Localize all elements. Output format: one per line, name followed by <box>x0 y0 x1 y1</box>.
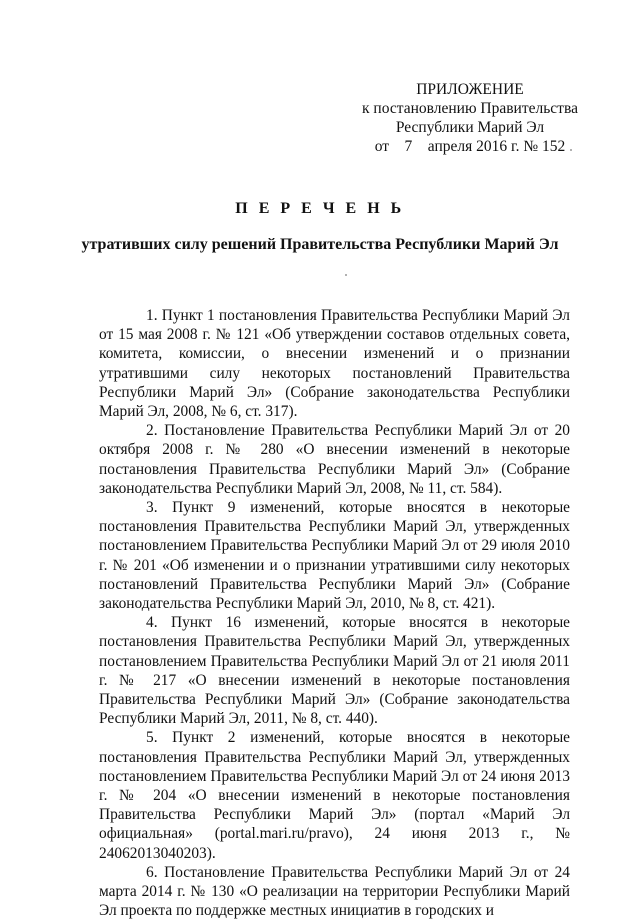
list-item: 3. Пункт 9 изменений, которые вносятся в некоторые постановления Правительства Республики Марий Эл, утвержденных постановлением Правительства Республики Марий Эл от 29 июля 2010 г. № 201 «Об изменении и о признании утратившими силу некоторых постановлений Правительства Республики Марий Эл» (Собрание законодательства Республики Марий Эл, 2010, № 8, ст. 421). <box>99 499 570 613</box>
list-item: 6. Постановление Правительства Республики Марий Эл от 24 марта 2014 г. № 130 «О реализации на территории Республики Марий Эл проекта по поддержке местных инициатив в городских и <box>99 863 570 920</box>
attachment-date-line: от 7 апреля 2016 г. № 152 <box>374 138 566 155</box>
attachment-label: ПРИЛОЖЕНИЕ <box>416 81 524 98</box>
attachment-header <box>360 80 580 156</box>
list-item: 4. Пункт 16 изменений, которые вносятся в некоторые постановления Правительства Республики Марий Эл, утвержденных постановлением Правительства Республики Марий Эл от 21 июля 2011 г. № 217 «О внесении изменений в некоторые постановления Правительства Республики Марий Эл» (Собрание законодательства Республики Марий Эл, 2011, № 8, ст. 440). <box>99 614 570 728</box>
document-subtitle: утративших силу решений Правительства Республики Марий Эл <box>81 236 559 253</box>
list-item: 2. Постановление Правительства Республики Марий Эл от 20 октября 2008 г. № 280 «О внесении изменений в некоторые постановления Правительства Республики Марий Эл» (Собрание законодательства Республики Марий Эл, 2008, № 11, ст. 584). <box>99 422 570 497</box>
attachment-line-republic: Республики Марий Эл <box>395 119 545 136</box>
list-item: 1. Пункт 1 постановления Правительства Республики Марий Эл от 15 мая 2008 г. № 121 «Об утверждении составов отдельных совета, комитета, комиссии, о внесении изменений и о признании утратившими силу некоторых постановлений Правительства Республики Марий Эл» (Собрание законодательства Республики Марий Эл, 2008, № 6, ст. 317). <box>99 307 570 421</box>
list-item: 5. Пункт 2 изменений, которые вносятся в некоторые постановления Правительства Республики Марий Эл, утвержденных постановлением Правительства Республики Марий Эл от 24 июня 2013 г. № 204 «О внесении изменений в некоторые постановления Правительства Республики Марий Эл» (портал «Марий Эл официальная» (portal.mari.ru/pravo), 24 июня 2013 г., № 24062013040203). <box>99 729 570 862</box>
attachment-line-resolution: к постановлению Правительства <box>362 100 578 117</box>
items-list <box>99 306 570 921</box>
scan-speck <box>570 149 572 151</box>
scan-speck <box>345 274 347 276</box>
document-title: П Е Р Е Ч Е Н Ь <box>235 200 405 217</box>
